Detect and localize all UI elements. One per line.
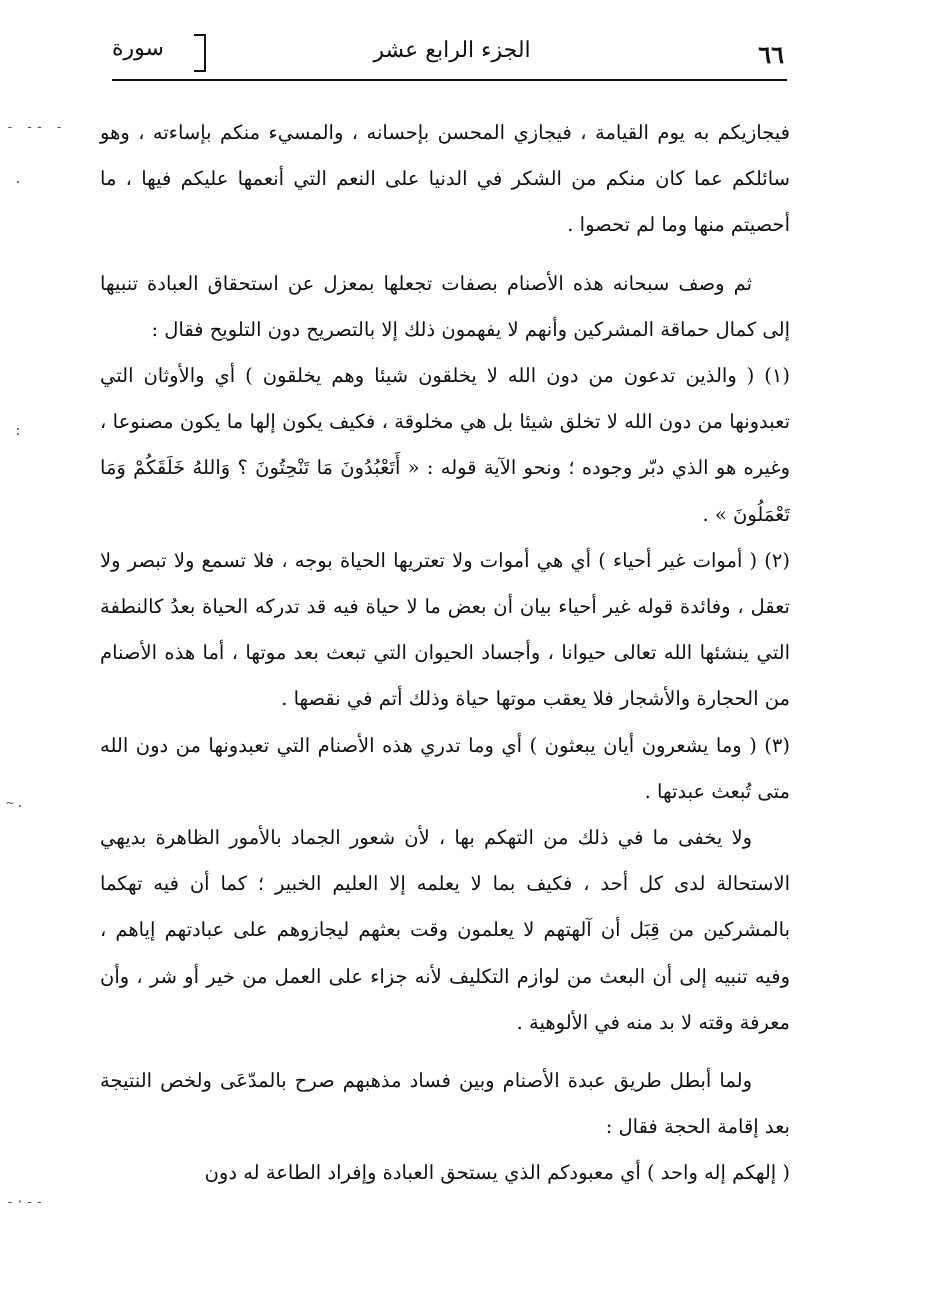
margin-scan-mark: : bbox=[14, 424, 24, 439]
paragraph: ثم وصف سبحانه هذه الأصنام بصفات تجعلها بمعزل عن استحقاق العبادة تنبيها إلى كمال حماقة المشركين وأنهم لا يفهمون ذلك إلا بالتصريح دون التلويح فقال : bbox=[100, 271, 790, 341]
paragraph: ولما أبطل طريق عبدة الأصنام وبين فساد مذهبهم صرح بالمدّعَى ولخص النتيجة بعد إقامة الحجة فقال : bbox=[100, 1069, 790, 1139]
margin-scan-mark: -·-- bbox=[6, 1195, 46, 1210]
paragraph: فيجازيكم به يوم القيامة ، فيجازي المحسن بإحسانه ، والمسيء منكم بإساءته ، وهو سائلكم عما كان منكم من الشكر في الدنيا على النعم التي أنعمها عليكم فيها ، ما أحصيتم منها وما لم تحصوا . bbox=[100, 121, 790, 237]
page-number: ٦٦ bbox=[758, 40, 784, 69]
margin-scan-mark: . bbox=[14, 172, 24, 187]
paragraph: (٢) ( أموات غير أحياء ) أي هي أموات ولا تعتريها الحياة بوجه ، فلا تسمع ولا تبصر ولا تعقل ، وفائدة قوله غير أحياء بيان أن بعض ما لا حياة فيه قد تدركه الحياة بعدُ كالنطفة التي ينشئها الله تعالى حيوانا ، وأجساد الحيوان التي تبعث بعد موتها ، أما هذه الأصنام من الحجارة والأشجار فلا يعقب موتها حياة وذلك أتم في نقصها . bbox=[100, 548, 790, 711]
part-title: الجزء الرابع عشر bbox=[373, 38, 531, 63]
margin-scan-mark: - -- - bbox=[6, 120, 65, 135]
margin-scan-mark: ~. bbox=[6, 796, 26, 811]
surah-label: سورة bbox=[112, 36, 164, 61]
paragraph: (١) ( والذين تدعون من دون الله لا يخلقون شيئا وهم يخلقون ) أي والأوثان التي تعبدونها من دون الله لا تخلق شيئا بل هي مخلوقة ، فكيف يكون إلها ما يكون مصنوعا ، وغيره هو الذي دبّر وجوده ؛ ونحو الآية قوله : « أَتَعْبُدُونَ مَا تَنْحِتُونَ ؟ وَاللهُ خَلَقَكُمْ وَمَا تَعْمَلُونَ » . bbox=[100, 364, 790, 526]
paragraph: ( إلهكم إله واحد ) أي معبودكم الذي يستحق العبادة وإفراد الطاعة له دون bbox=[204, 1161, 790, 1185]
surah-bracket bbox=[194, 34, 206, 72]
paragraph: (٣) ( وما يشعرون أيان يبعثون ) أي وما تدري هذه الأصنام التي تعبدونها من دون الله متى تُبعث عبدتها . bbox=[100, 733, 790, 803]
page-body bbox=[100, 110, 790, 1197]
paragraph: ولا يخفى ما في ذلك من التهكم بها ، لأن شعور الجماد بالأمور الظاهرة بديهي الاستحالة لدى كل أحد ، فكيف بما لا يعلمه إلا العليم الخبير ؛ كما أن فيه تهكما بالمشركين من قِبَل أن آلهتهم لا يعلمون وقت بعثهم ليجازوهم على عبادتهم إياهم ، وفيه تنبيه إلى أن البعث من لوازم التكليف لأنه جزاء على العمل من خير أو شر ، وأن معرفة وقته لا بد منه في الألوهية . bbox=[100, 826, 790, 1034]
header-rule bbox=[112, 79, 787, 81]
page-header bbox=[112, 34, 792, 78]
